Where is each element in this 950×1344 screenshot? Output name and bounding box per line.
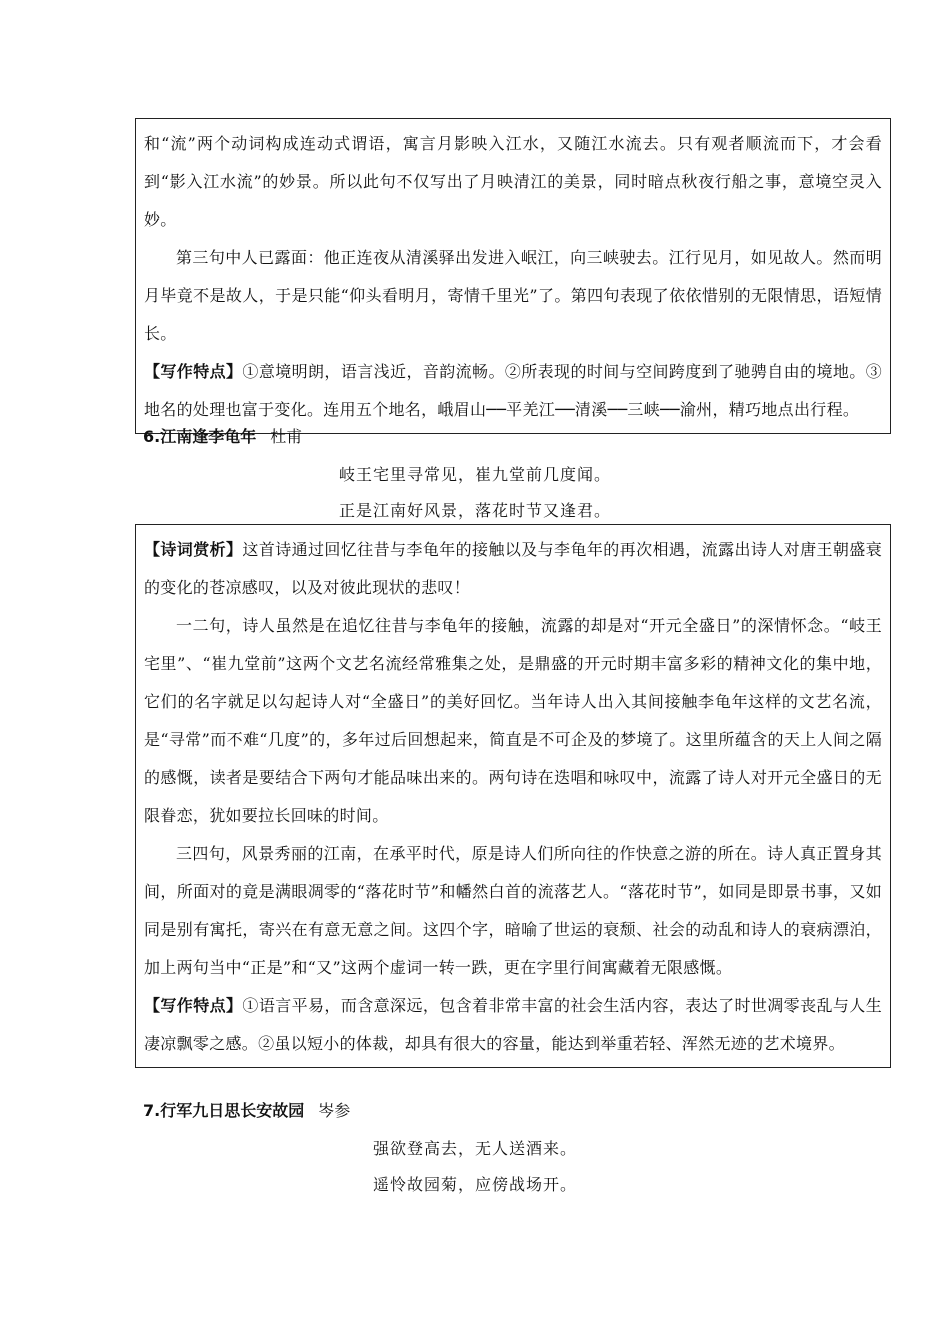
poem-line: 遥怜故园菊，应傍战场开。 [372, 1175, 577, 1194]
section-tag: 【写作特点】 [144, 362, 243, 381]
analysis-paragraph: 三四句，风景秀丽的江南，在承平时代，原是诗人们所向往的作快意之游的所在。诗人真正置身其间，所面对的竟是满眼凋零的“落花时节”和幡然白首的流落艺人。“落花时节”，如同是即景书事，又如同是别有寓托，寄兴在有意无意之间。这四个字，暗喻了世运的衰颓、社会的动乱和诗人的衰病漂泊，加上两句当中“正是”和“又”这两个虚词一转一跌，更在字里行间寓藏着无限感慨。 [144, 844, 882, 977]
poem-heading [143, 424, 302, 447]
appreciation-text: 这首诗通过回忆往昔与李龟年的接触以及与李龟年的再次相遇，流露出诗人对唐王朝盛衰的变化的苍凉感叹，以及对彼此现状的悲叹！ [144, 540, 882, 597]
poem-title: 6.江南逢李龟年 [143, 427, 257, 446]
poem-author: 岑参 [318, 1101, 351, 1120]
analysis-paragraph: 和“流”两个动词构成连动式谓语，寓言月影映入江水，又随江水流去。只有观者顺流而下，才会看到“影入江水流”的妙景。所以此句不仅写出了月映清江的美景，同时暗点秋夜行船之事，意境空灵入妙。 [144, 134, 882, 229]
poem-line: 正是江南好风景，落花时节又逢君。 [338, 501, 611, 520]
poem-heading [143, 1098, 350, 1121]
writing-features-text: ①意境明朗，语言浅近，音韵流畅。②所表现的时间与空间跨度到了驰骋自由的境地。③地名的处理也富于变化。连用五个地名，峨眉山──平羌江──清溪──三峡──渝州，精巧地点出行程。 [144, 362, 882, 419]
analysis-paragraph: 一二句，诗人虽然是在追忆往昔与李龟年的接触，流露的却是对“开元全盛日”的深情怀念。“岐王宅里”、“崔九堂前”这两个文艺名流经常雅集之处，是鼎盛的开元时期丰富多彩的精神文化的集中地，它们的名字就足以勾起诗人对“全盛日”的美好回忆。当年诗人出入其间接触李龟年这样的文艺名流，是“寻常”而不难“几度”的，多年过后回想起来，简直是不可企及的梦境了。这里所蕴含的天上人间之隔的感慨，读者是要结合下两句才能品味出来的。两句诗在迭唱和咏叹中，流露了诗人对开元全盛日的无限眷恋，犹如要拉长回味的时间。 [144, 616, 882, 825]
section-tag: 【写作特点】 [144, 996, 243, 1015]
section-tag: 【诗词赏析】 [144, 540, 243, 559]
analysis-box-poem6 [135, 524, 891, 1068]
poem-line: 岐王宅里寻常见，崔九堂前几度闻。 [338, 465, 611, 484]
analysis-box-poem5 [135, 118, 891, 434]
writing-features-text: ①语言平易，而含意深远，包含着非常丰富的社会生活内容，表达了时世凋零丧乱与人生凄凉飘零之感。②虽以短小的体裁，却具有很大的容量，能达到举重若轻、浑然无迹的艺术境界。 [144, 996, 882, 1053]
poem-author: 杜甫 [270, 427, 303, 446]
appreciation-paragraph [144, 531, 882, 607]
poem-line: 强欲登高去，无人送酒来。 [372, 1139, 577, 1158]
poem-title: 7.行军九日思长安故园 [143, 1101, 305, 1120]
writing-features-paragraph [144, 353, 882, 429]
writing-features-paragraph [144, 987, 882, 1063]
analysis-paragraph: 第三句中人已露面：他正连夜从清溪驿出发进入岷江，向三峡驶去。江行见月，如见故人。然而明月毕竟不是故人，于是只能“仰头看明月，寄情千里光”了。第四句表现了依依惜别的无限情思，语短情长。 [144, 248, 882, 343]
